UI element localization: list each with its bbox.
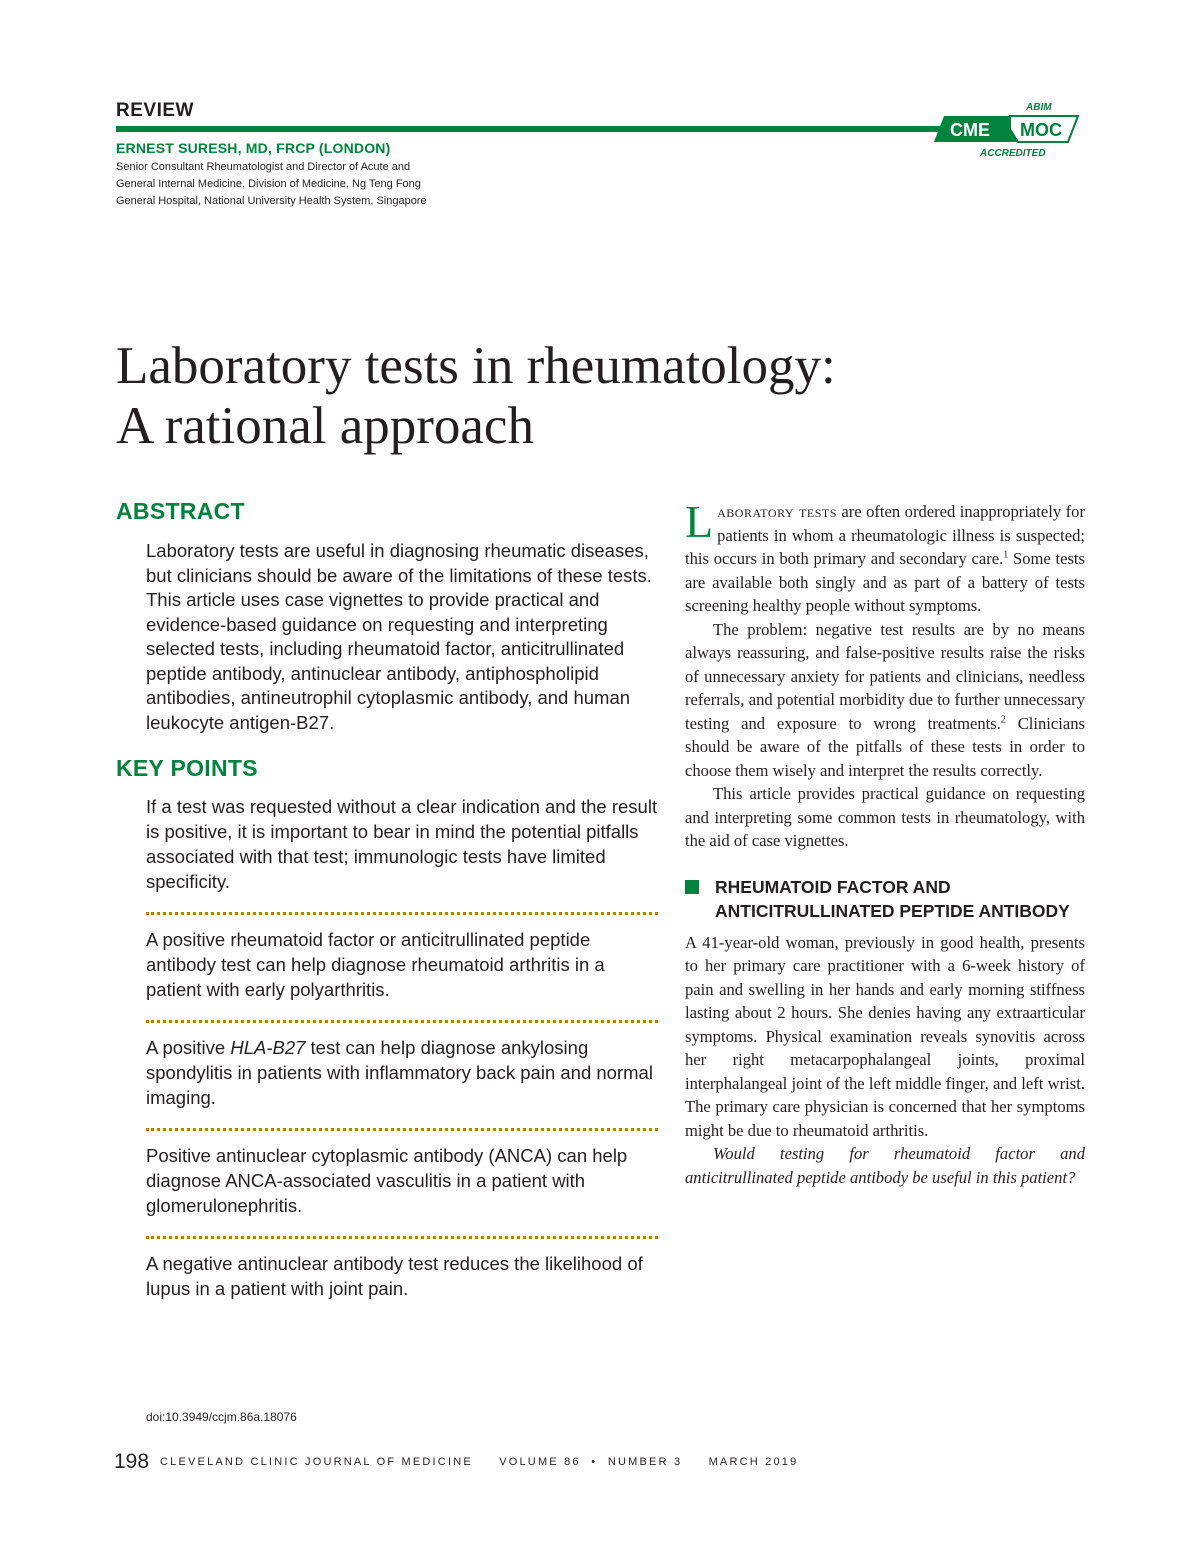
body-paragraph-5: Would testing for rheumatoid factor and anticitrullinated peptide antibody be useful in this patient? [685,1144,1085,1187]
body-column [685,496,1086,1189]
footer-journal: CLEVELAND CLINIC JOURNAL OF MEDICINE [160,1456,473,1468]
badge-bottom-text: ACCREDITED [980,148,1046,159]
body-paragraph-4: A 41-year-old woman, previously in good health, presents to her primary care practitioner with a 6-week history of pain and swelling in her hands and early morning stiffness lasting about 2 hours. She denies having any extraarticular symptoms. Physical examination reveals synovitis across her right metacarpophalangeal joints, proximal interphalangeal joint of the left middle finger, and left wrist. The primary care physician is concerned that her symptoms might be due to rheumatoid arthritis. [685,932,1085,1140]
badge-right-text: MOC [1020,120,1062,140]
cme-moc-badge [926,98,1092,162]
key-point-item: Positive antinuclear cytoplasmic antibody (ANCA) can help diagnose ANCA-associated vasculitis in a patient with glomerulonephritis. [146,1128,658,1236]
article-title [116,336,1096,456]
footer-date: MARCH 2019 [708,1456,799,1468]
author-affiliation: Senior Consultant Rheumatologist and Director of Acute and General Internal Medicine, Division of Medicine, Ng Teng Fong General Hospital, National University Health System, Singapore [116,161,427,207]
key-points-heading: KEY POINTS [116,755,258,781]
abstract-text: Laboratory tests are useful in diagnosing rheumatic diseases, but clinicians should be aware of the limitations of these tests. This article uses case vignettes to provide practical and evidence-based guidance on requesting and interpreting selected tests, including rheumatoid factor, anticitrullinated peptide antibody, antinuclear antibody, antiphospholipid antibodies, antineutrophil cytoplasmic antibody, and human leukocyte antigen-B27. [146,540,652,733]
drop-cap: L [685,496,714,547]
kp3-pre: A positive [146,1037,231,1058]
header-rule [116,126,1022,132]
section-square-icon [685,880,699,894]
kp3-em: HLA-B27 [230,1037,306,1058]
body-text: Some tests are available both singly and as part of a battery of tests screening healthy people without symptoms. [685,549,1085,615]
section-heading-line-1: RHEUMATOID FACTOR AND [715,876,951,897]
section-heading [685,875,1085,923]
footer-volume: VOLUME 86 [499,1456,581,1468]
key-point-item [146,1020,658,1128]
body-paragraph-1 [685,496,1086,618]
title-line-2: A rational approach [116,397,534,455]
kp3-post: test can help diagnose ankylosing spondylitis in patients with inflammatory back pain and normal imaging. [146,1037,653,1108]
footer-journal-line [160,1456,798,1468]
lead-in: aboratory tests [717,502,837,521]
body-text: Clinicians should be aware of the pitfalls of these tests in order to choose them wisely and interpret the results correctly. [685,713,1085,780]
footer-number: NUMBER 3 [607,1456,683,1468]
author-name: ERNEST SURESH, MD, FRCP (LONDON) [116,140,391,156]
key-point-item: A negative antinuclear antibody test reduces the likelihood of lupus in a patient with joint pain. [146,1236,658,1319]
body-text: are often ordered inappropriately for patients in whom a rheumatologic illness is suspected; this occurs in both primary and secondary care. [685,502,1086,568]
reference-marker: 1 [1003,549,1009,561]
key-points-list [146,794,658,1319]
title-line-1: Laboratory tests in rheumatology: [116,337,836,395]
abstract-heading: ABSTRACT [116,498,245,524]
page-number: 198 [114,1450,150,1473]
section-heading-line-2: ANTICITRULLINATED PEPTIDE ANTIBODY [715,900,1070,921]
key-point-item: A positive rheumatoid factor or anticitrullinated peptide antibody test can help diagnose rheumatoid arthritis in a patient with early polyarthritis. [146,912,658,1020]
doi: doi:10.3949/ccjm.86a.18076 [146,1410,297,1424]
reference-marker: 2 [1000,713,1006,725]
badge-top-text: ABIM [1026,102,1052,113]
body-text: The problem: negative test results are by no means always reassuring, and false-positive results raise the risks of unnecessary anxiety for patients and clinicians, needless referrals, and potential morbidity due to further unnecessary testing and exposure to wrong treatments. [685,619,1085,733]
badge-left-text: CME [950,120,990,140]
body-paragraph-3: This article provides practical guidance on requesting and interpreting some common tests in rheumatology, with the aid of case vignettes. [685,784,1085,850]
section-label: REVIEW [116,100,194,121]
footer-separator: • [591,1456,598,1468]
body-paragraph-2 [685,618,1085,783]
key-point-item: If a test was requested without a clear indication and the result is positive, it is important to bear in mind the potential pitfalls associated with that test; immunologic tests have limited specificity. [146,796,658,892]
